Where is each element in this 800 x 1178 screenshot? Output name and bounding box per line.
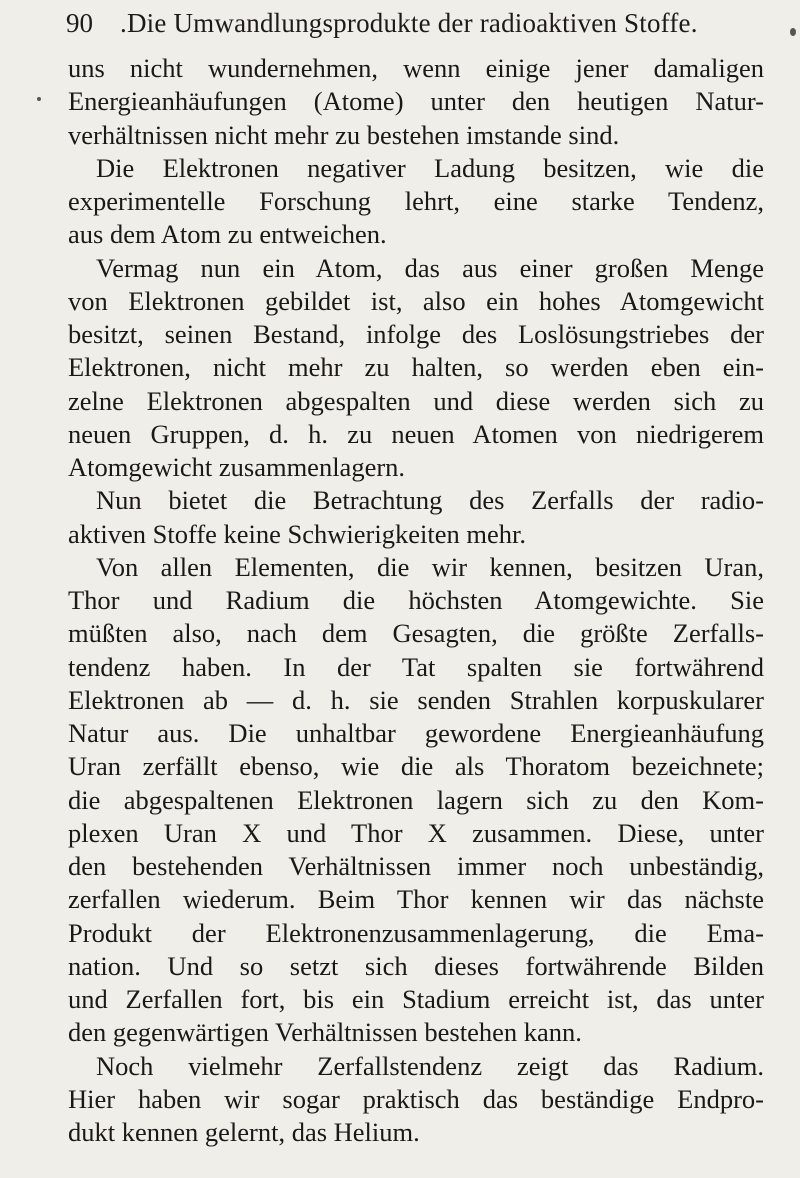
text-line: Atomgewicht zusammenlagern. [68,452,406,482]
text-line: nation. Und so setzt sich dieses fortwährende Bilden [68,950,764,981]
text-line: Von allen Elementen, die wir kennen, besitzen Uran, [96,551,764,582]
text-line: Hier haben wir sogar praktisch das beständige Endpro- [68,1083,764,1114]
text-line: Noch vielmehr Zerfallstendenz zeigt das Radium. [96,1050,764,1081]
text-line: den bestehenden Verhältnissen immer noch unbeständig, [68,851,764,881]
page-number: 90 [66,8,93,38]
print-speck [37,97,41,101]
text-line: Natur aus. Die unhaltbar gewordene Energieanhäufung [68,718,764,748]
text-line: zerfallen wiederum. Beim Thor kennen wir das nächste [68,884,764,915]
text-line: besitzt, seinen Bestand, infolge des Loslösungstriebes der [68,319,764,349]
text-line: Elektronen, nicht mehr zu halten, so werden eben ein- [68,352,764,383]
page-header [66,8,766,42]
text-line: den gegenwärtigen Verhältnissen bestehen kann. [68,1017,582,1048]
text-line: verhältnissen nicht mehr zu bestehen imstande sind. [68,119,620,150]
text-line: plexen Uran X und Thor X zusammen. Diese, unter [68,817,764,848]
text-line: uns nicht wundernehmen, wenn einige jener damaligen [68,53,764,83]
body-text [68,52,764,1149]
text-line: tendenz haben. In der Tat spalten sie fortwährend [68,651,764,682]
text-line: aktiven Stoffe keine Schwierigkeiten mehr. [68,518,526,549]
text-line: Elektronen ab — d. h. sie senden Strahlen korpuskularer [68,684,764,715]
text-line: Uran zerfällt ebenso, wie die als Thoratom bezeichnete; [68,751,764,782]
text-line: dukt kennen gelernt, das Helium. [68,1117,420,1147]
text-line: Produkt der Elektronenzusammenlagerung, die Ema- [68,917,764,948]
text-line: experimentelle Forschung lehrt, eine starke Tendenz, [68,186,764,216]
print-speck [790,28,796,36]
text-line: von Elektronen gebildet ist, also ein hohes Atomgewicht [68,285,764,316]
text-line: die abgespaltenen Elektronen lagern sich zu den Kom- [68,784,764,815]
text-line: Nun bietet die Betrachtung des Zerfalls der radio- [96,485,764,516]
text-line: zelne Elektronen abgespalten und diese werden sich zu [68,385,764,416]
text-line: neuen Gruppen, d. h. zu neuen Atomen von niedrigerem [68,418,764,449]
text-line: Vermag nun ein Atom, das aus einer großen Menge [96,252,764,283]
text-line: Thor und Radium die höchsten Atomgewichte. Sie [68,585,764,615]
running-title: .Die Umwandlungsprodukte der radioaktiven Stoffe. [120,8,698,38]
text-line: Die Elektronen negativer Ladung besitzen, wie die [96,152,764,183]
text-line: und Zerfallen fort, bis ein Stadium erreicht ist, das unter [68,984,764,1014]
text-line: aus dem Atom zu entweichen. [68,219,387,250]
text-line: Energieanhäufungen (Atome) unter den heutigen Natur- [68,86,764,117]
text-line: müßten also, nach dem Gesagten, die größte Zerfalls- [68,618,764,649]
